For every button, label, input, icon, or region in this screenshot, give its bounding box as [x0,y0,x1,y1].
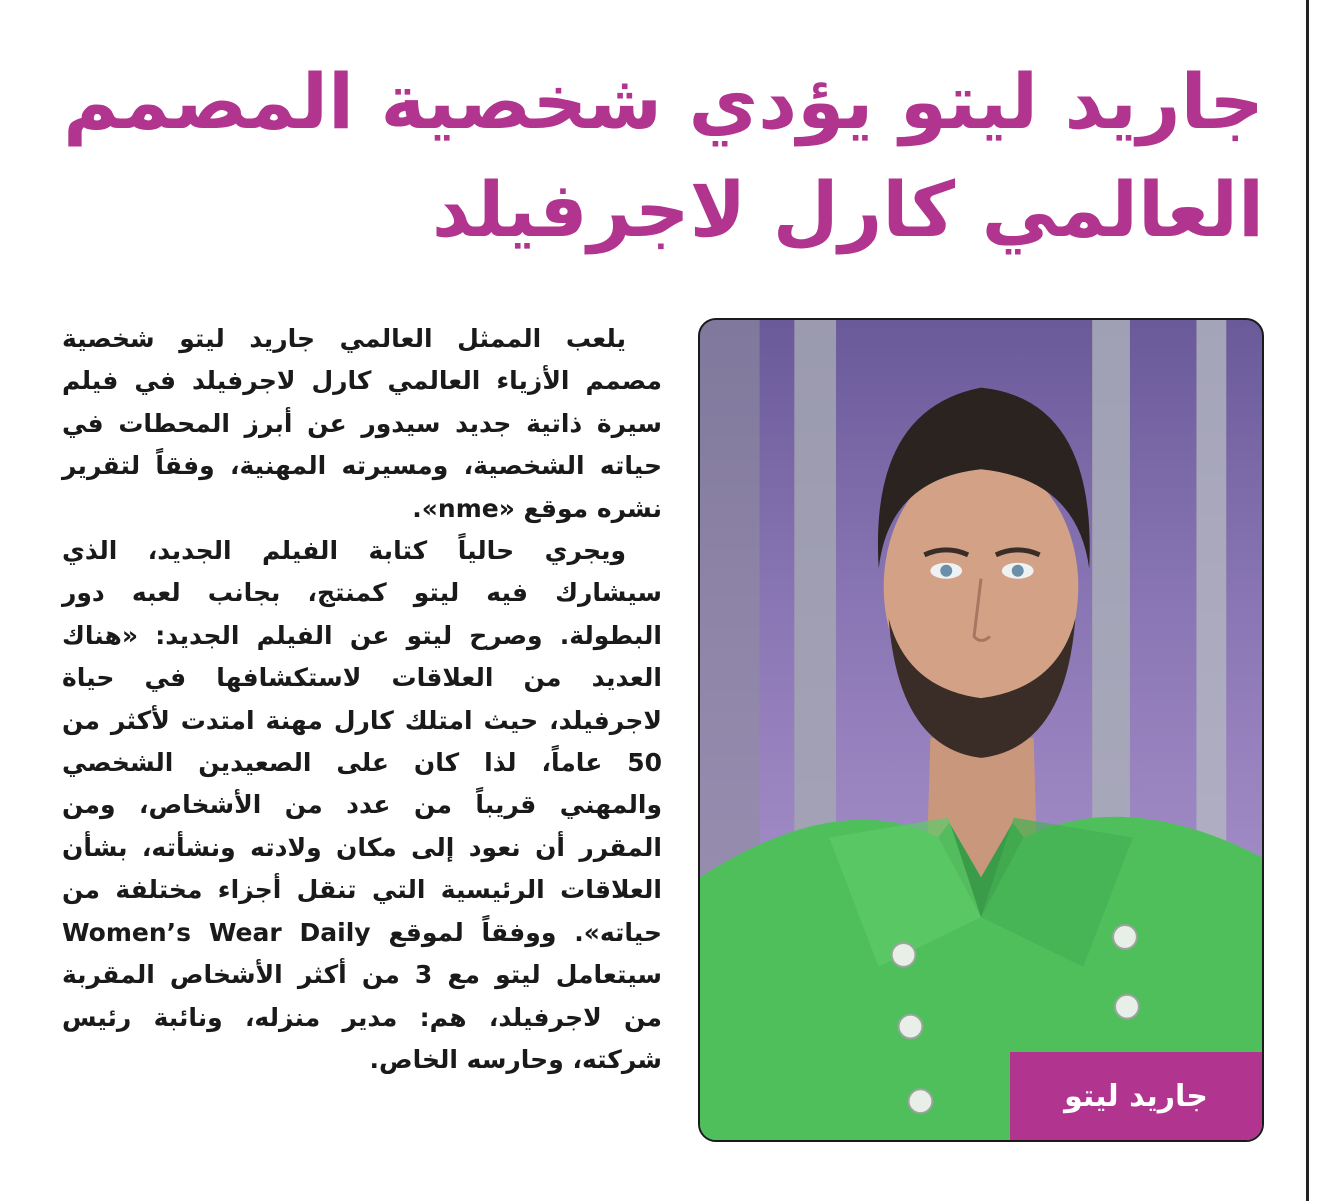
article-paragraph-1: يلعب الممثل العالمي جاريد ليتو شخصية مصمم الأزياء العالمي كارل لاجرفيلد في فيلم سيرة ذاتية جديد سيدور عن أبرز المحطات في حياته الشخصية، ومسيرته المهنية، وفقاً لتقرير نشره موقع «nme». [62,324,662,523]
page-right-rule [1306,0,1309,1201]
article-headline [64,48,1264,264]
article-photo [698,318,1264,1142]
photo-caption: جاريد ليتو [1010,1052,1262,1140]
article-paragraph-2: ويجري حالياً كتابة الفيلم الجديد، الذي سيشارك فيه ليتو كمنتج، بجانب لعبه دور البطولة. وصرح ليتو عن الفيلم الجديد: «هناك العديد من العلاقات لاستكشافها في حياة لاجرفيلد، حيث امتلك كارل مهنة امتدت لأكثر من 50 عاماً، لذا كان على الصعيدين الشخصي والمهني قريباً من عدد من الأشخاص، ومن المقرر أن نعود إلى مكان ولادته ونشأته، بشأن العلاقات الرئيسية التي تنقل أجزاء مختلفة من حياته». ووفقاً لموقع Women’s Wear Daily سيتعامل ليتو مع 3 من أكثر الأشخاص المقربة من لاجرفيلد، هم: مدير منزله، ونائبة رئيس شركته، وحارسه الخاص. [62,536,662,1074]
headline-line-1: جاريد ليتو يؤدي شخصية المصمم [63,57,1264,146]
portrait-illustration [700,320,1262,1140]
article-body [62,318,662,1081]
headline-line-2: العالمي كارل لاجرفيلد [431,165,1264,254]
